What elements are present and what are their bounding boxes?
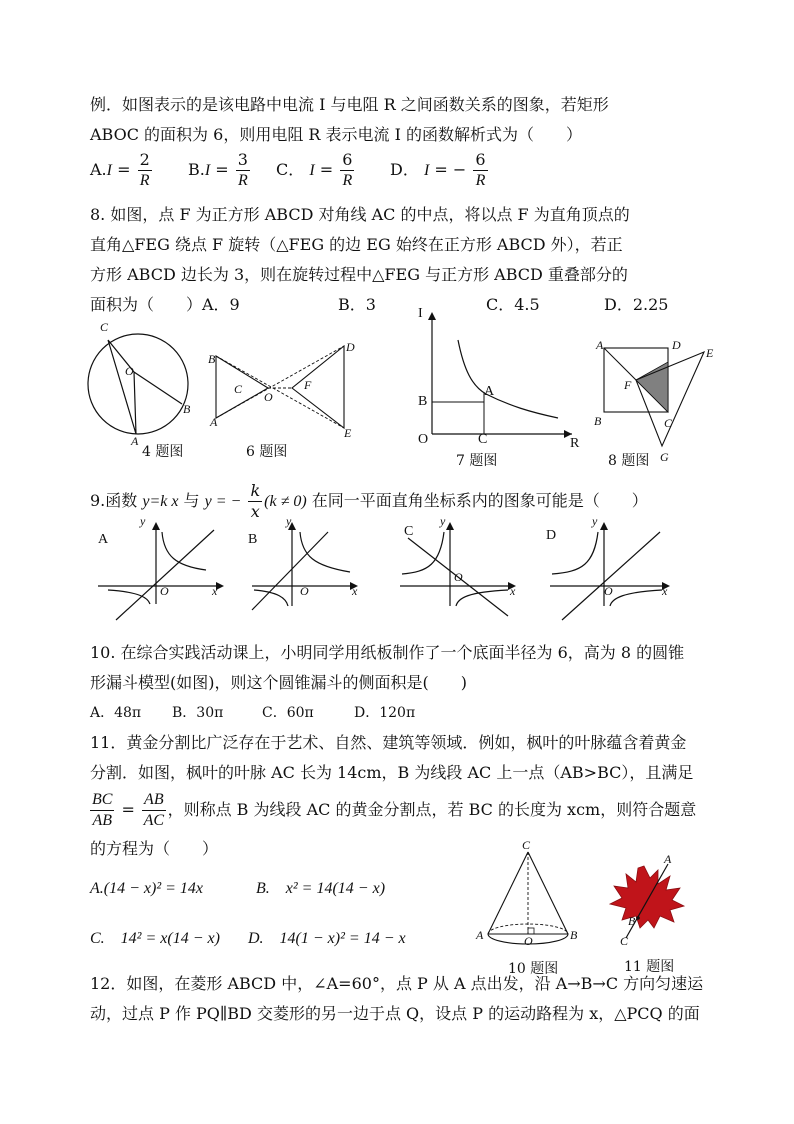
q8-line3: 方形 ABCD 边长为 3，则在旋转过程中△FEG 与正方形 ABCD 重叠部分的 xyxy=(90,265,628,284)
q7-option-a: A.I = $\frac{2}{R}$ xyxy=(90,150,150,189)
q9-a-x: x xyxy=(212,584,218,598)
q10-option-a: A．48π xyxy=(90,705,142,721)
q8-line1: 8. 如图，点 F 为正方形 ABCD 对角线 AC 的中点，将以点 F 为直角顶点的 xyxy=(90,205,630,224)
fig7-label-b: B xyxy=(418,394,428,409)
fig4-circle-diagram xyxy=(84,330,194,440)
fig4-label-a: A xyxy=(131,434,139,448)
fig6-caption: 6 题图 xyxy=(246,444,288,460)
fig8-label-a: A xyxy=(596,338,604,352)
fig10-label-c: C xyxy=(522,838,531,852)
q9-graph-c xyxy=(398,520,528,608)
q9-d-y: y xyxy=(592,514,598,528)
fig10-label-o: O xyxy=(524,934,533,948)
fig7-label-i: I xyxy=(418,306,423,321)
fig11-label-a: A xyxy=(664,852,672,866)
q10-line1: 10. 在综合实践活动课上，小明同学用纸板制作了一个底面半径为 6，高为 8 的圆锥 xyxy=(90,643,685,662)
q12-line1: 12．如图，在菱形 ABCD 中，∠A=60°，点 P 从 A 点出发，沿 A→B→C 方向匀速运 xyxy=(90,974,704,993)
fig7-label-o: O xyxy=(418,432,429,447)
fig8-caption: 8 题图 xyxy=(608,453,650,469)
fig8-square-triangle xyxy=(600,340,720,460)
q11-line4: 的方程为（ ） xyxy=(90,839,219,858)
fig10-label-b: B xyxy=(570,928,578,942)
fig11-caption: 11 题图 xyxy=(624,959,675,975)
fig7-label-a: A xyxy=(484,384,495,399)
q9-b-x: x xyxy=(352,584,358,598)
fig4-label-o: O xyxy=(125,364,134,378)
fig8-label-f: F xyxy=(624,378,632,392)
q9-c-label: C xyxy=(404,524,414,539)
fig8-label-d: D xyxy=(672,338,681,352)
fig6-label-c: C xyxy=(234,382,243,396)
fig7-caption: 7 题图 xyxy=(456,453,498,469)
fig11-maple-leaf xyxy=(604,858,694,942)
q10-option-d: D．120π xyxy=(354,705,416,721)
fig6-label-e: E xyxy=(344,426,352,440)
fig7-label-c: C xyxy=(478,432,488,447)
q9-b-o: O xyxy=(300,584,309,598)
q8-option-c: C．4.5 xyxy=(486,295,540,314)
q9-d-x: x xyxy=(662,584,668,598)
q7-option-b: B.I = $\frac{3}{R}$ xyxy=(188,150,248,189)
q10-option-c: C．60π xyxy=(262,705,314,721)
fig4-label-b: B xyxy=(183,402,191,416)
q11-option-b: B. x² = 14(14 − x) xyxy=(256,880,386,897)
fig6-label-d: D xyxy=(346,340,355,354)
q7-line1: 例．如图表示的是该电路中电流 I 与电阻 R 之间函数关系的图象，若矩形 xyxy=(90,95,609,114)
q9-graph-d xyxy=(548,520,678,608)
fig6-label-b: B xyxy=(208,352,216,366)
q9-c-o: O xyxy=(454,570,463,584)
fig8-label-b: B xyxy=(594,414,602,428)
fig8-label-e: E xyxy=(706,346,714,360)
q7-option-c: C． I = $\frac{6}{R}$ xyxy=(276,150,353,189)
fig10-caption: 10 题图 xyxy=(508,961,559,977)
q8-option-d: D．2.25 xyxy=(604,295,669,314)
q9-graph-b xyxy=(250,520,380,608)
fig4-caption: 4 题图 xyxy=(142,444,184,460)
fig8-label-g: G xyxy=(660,450,669,464)
q8-line2: 直角△FEG 绕点 F 旋转（△FEG 的边 EG 始终在正方形 ABCD 外），若正 xyxy=(90,235,623,254)
q9-d-o: O xyxy=(604,584,613,598)
fig4-label-c: C xyxy=(100,320,109,334)
q12-line2: 动，过点 P 作 PQ∥BD 交菱形的另一边于点 Q，设点 P 的运动路程为 x，△PCQ 的面 xyxy=(90,1004,700,1023)
q9-a-o: O xyxy=(160,584,169,598)
q10-option-b: B．30π xyxy=(172,705,224,721)
q11-option-a: A.(14 − x)² = 14x xyxy=(90,880,204,897)
fig6-bowtie-diagram xyxy=(210,344,350,434)
q11-option-c: C. 14² = x(14 − x) xyxy=(90,930,220,947)
q10-line2: 形漏斗模型(如图)，则这个圆锥漏斗的侧面积是( ) xyxy=(90,673,467,692)
fig7-label-r: R xyxy=(570,436,580,451)
q9-a-y: y xyxy=(140,514,146,528)
q8-line4: 面积为（ ）A．9 xyxy=(90,295,240,314)
fig6-label-f: F xyxy=(304,378,312,392)
q7-option-d: D． I = − $\frac{6}{R}$ xyxy=(390,150,486,189)
q11-line2: 分割．如图，枫叶的叶脉 AC 长为 14cm，B 为线段 AC 上一点（AB>BC），且满足 xyxy=(90,763,694,782)
q9-prompt: 9.函数 y=k x 与 y = − $\frac{k}{x}$ (k ≠ 0) 在同一平面直角坐标系内的图象可能是（ ） xyxy=(90,481,648,521)
q11-option-d: D. 14(1 − x)² = 14 − x xyxy=(248,930,406,947)
q8-option-b: B．3 xyxy=(338,295,376,314)
q9-b-y: y xyxy=(286,514,292,528)
q9-c-x: x xyxy=(510,584,516,598)
fig6-label-o: O xyxy=(264,390,273,404)
fig10-label-a: A xyxy=(476,928,484,942)
q11-line3: $\frac{BC}{AB}$ = $\frac{AB}{AC}$ ，则称点 B 为线段 AC 的黄金分割点，若 BC 的长度为 xcm，则符合题意 xyxy=(92,791,697,829)
fig8-label-c: C xyxy=(664,416,673,430)
fig7-graph xyxy=(400,310,580,450)
q9-d-label: D xyxy=(546,528,557,543)
q11-line1: 11．黄金分割比广泛存在于艺术、自然、建筑等领域．例如，枫叶的叶脉蕴含着黄金 xyxy=(90,733,687,752)
q9-c-y: y xyxy=(440,514,446,528)
q9-b-label: B xyxy=(248,532,258,547)
fig11-label-b: B xyxy=(628,914,636,928)
q9-a-label: A xyxy=(98,532,109,547)
fig11-label-c: C xyxy=(620,934,629,948)
fig6-label-a: A xyxy=(210,415,218,429)
q7-line2: ABOC 的面积为 6，则用电阻 R 表示电流 I 的函数解析式为（ ） xyxy=(90,125,583,144)
